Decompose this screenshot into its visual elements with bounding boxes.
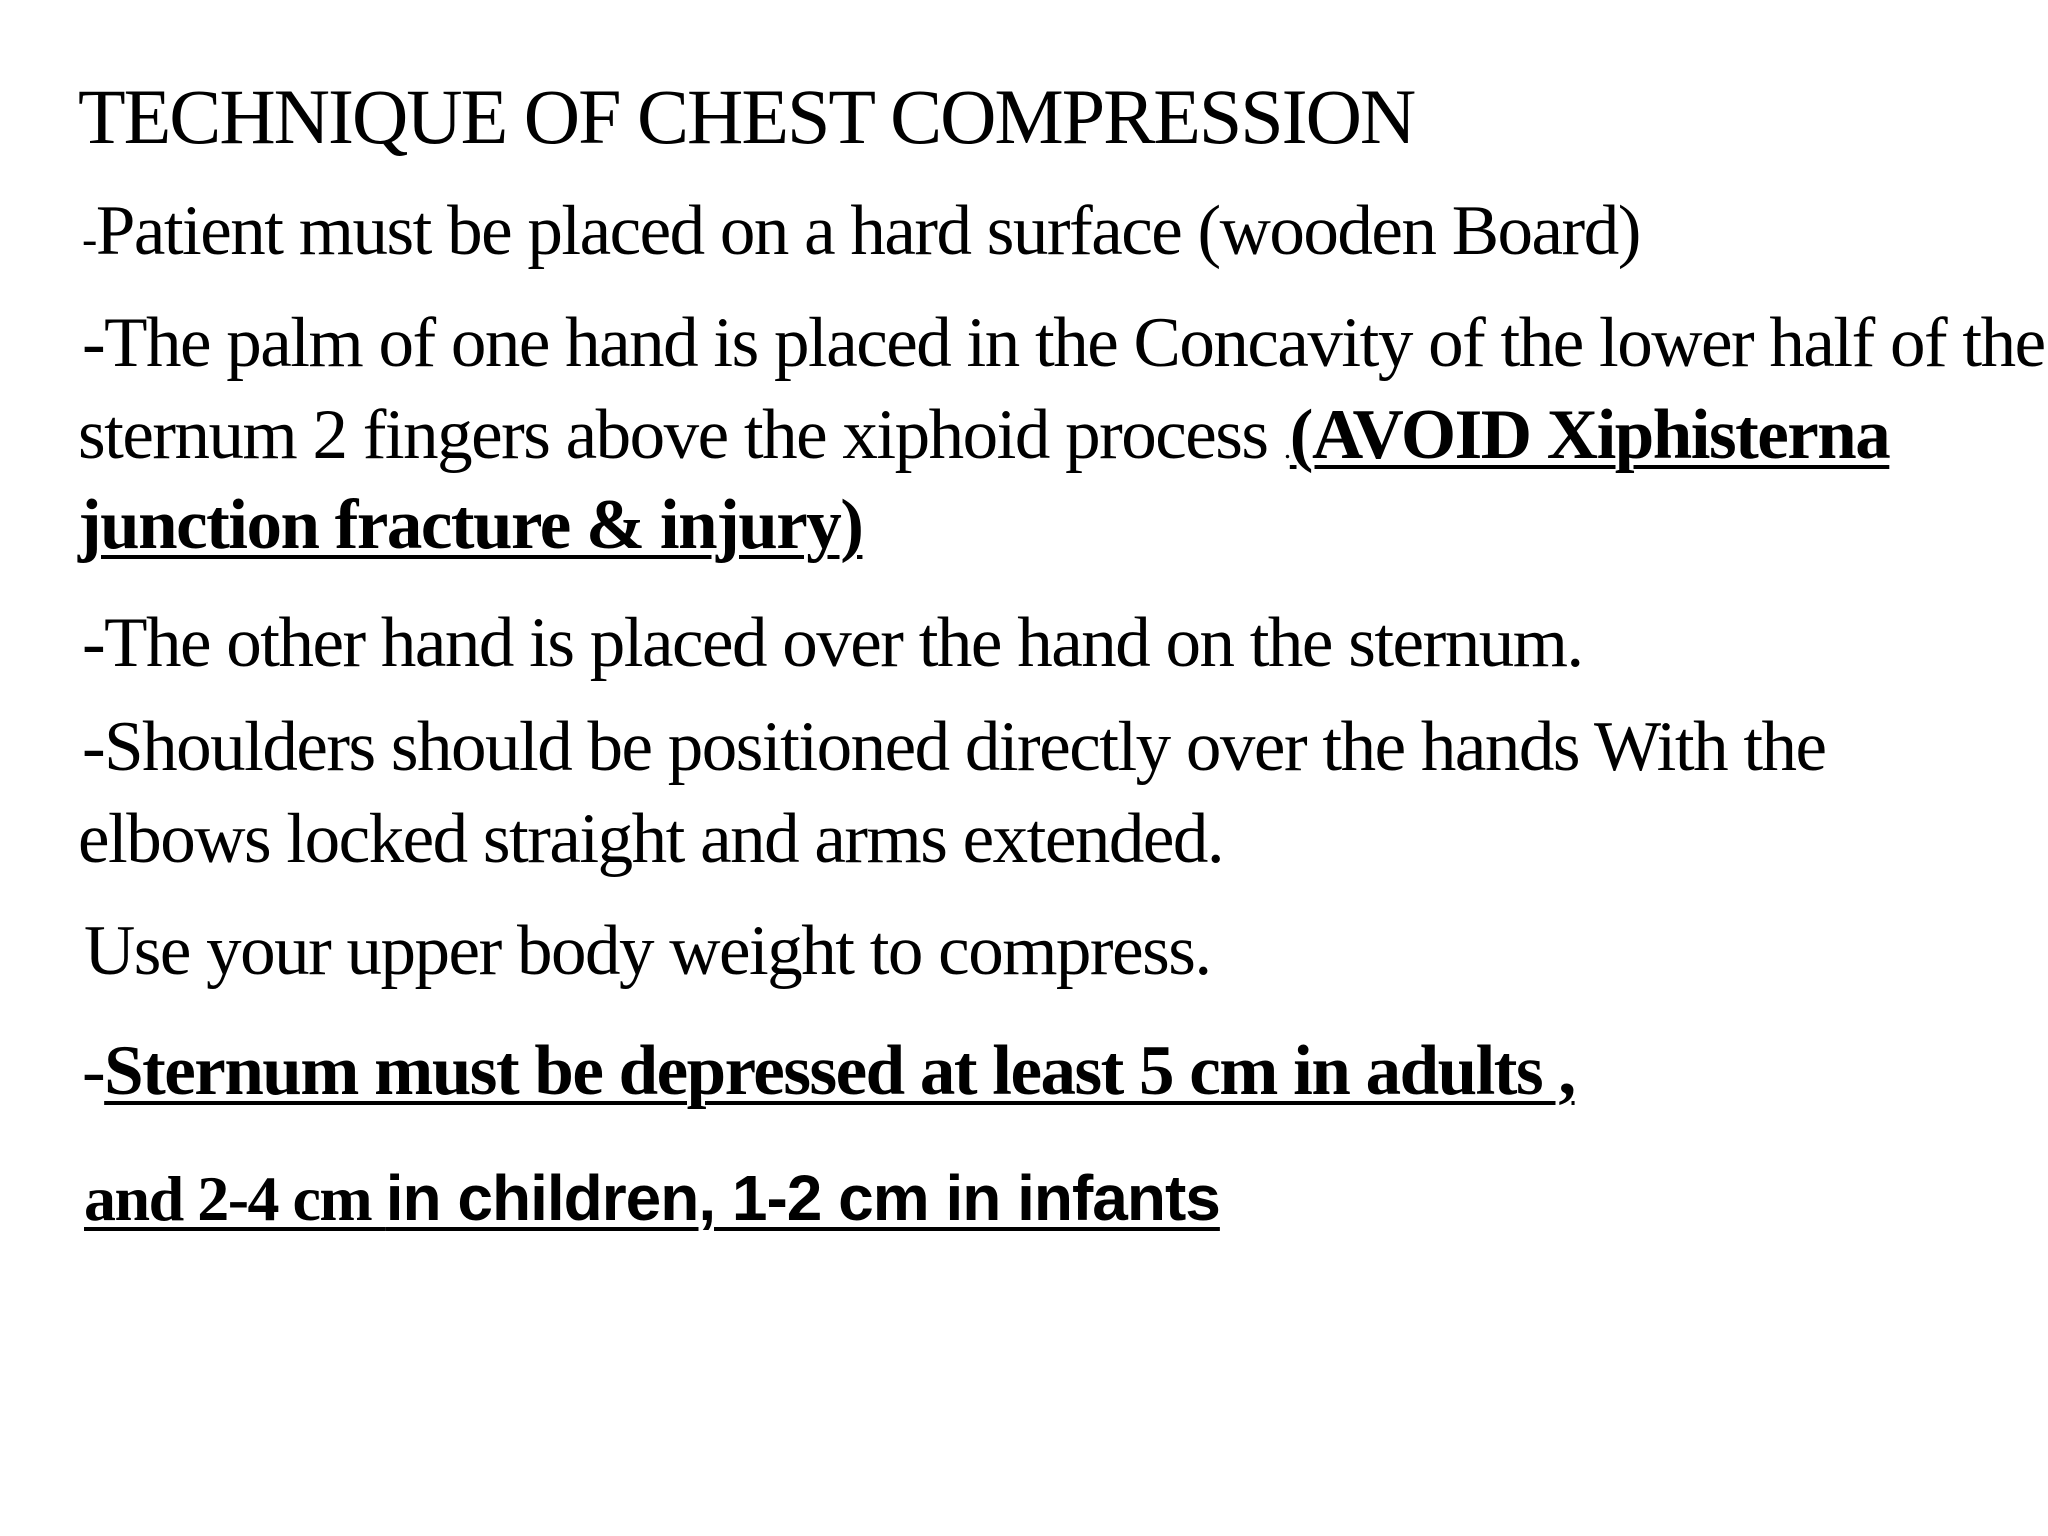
avoid-warning-part2: junction fracture & injury) xyxy=(78,486,863,564)
bullet-palm-placement-line3 xyxy=(78,486,863,564)
bullet-palm-placement-line1: -The palm of one hand is placed in the Concavity of the lower half of the xyxy=(82,304,2045,382)
bullet-shoulders-line1: -Shoulders should be positioned directly over the hands With the xyxy=(82,708,1826,786)
palm-placement-dot: . xyxy=(1283,432,1290,465)
children-depth-serif: and 2-4 cm xyxy=(84,1163,386,1234)
bullet-hard-surface xyxy=(82,192,1640,270)
bullet-text: Patient must be placed on a hard surface (wooden Board) xyxy=(95,192,1640,270)
avoid-warning-part1: (AVOID Xiphisterna xyxy=(1289,396,1890,474)
sternum-depth-dash: - xyxy=(82,1032,105,1110)
sternum-depth-adults: Sternum must be depressed at least 5 cm in adults , xyxy=(104,1032,1575,1110)
bullet-palm-placement-line2 xyxy=(78,396,1890,474)
bullet-dash: - xyxy=(82,213,96,264)
bullet-children-infants xyxy=(84,1162,1220,1233)
bullet-shoulders-line2: elbows locked straight and arms extended. xyxy=(78,800,1224,878)
children-infants-depth: in children, 1-2 cm in infants xyxy=(385,1162,1220,1234)
bullet-upper-body-weight: Use your upper body weight to compress. xyxy=(84,912,1211,990)
palm-placement-text: sternum 2 fingers above the xiphoid process xyxy=(78,396,1284,474)
bullet-sternum-depth xyxy=(82,1032,1575,1110)
slide-title: TECHNIQUE OF CHEST COMPRESSION xyxy=(78,73,1415,160)
bullet-other-hand: -The other hand is placed over the hand on the sternum. xyxy=(82,604,1583,682)
